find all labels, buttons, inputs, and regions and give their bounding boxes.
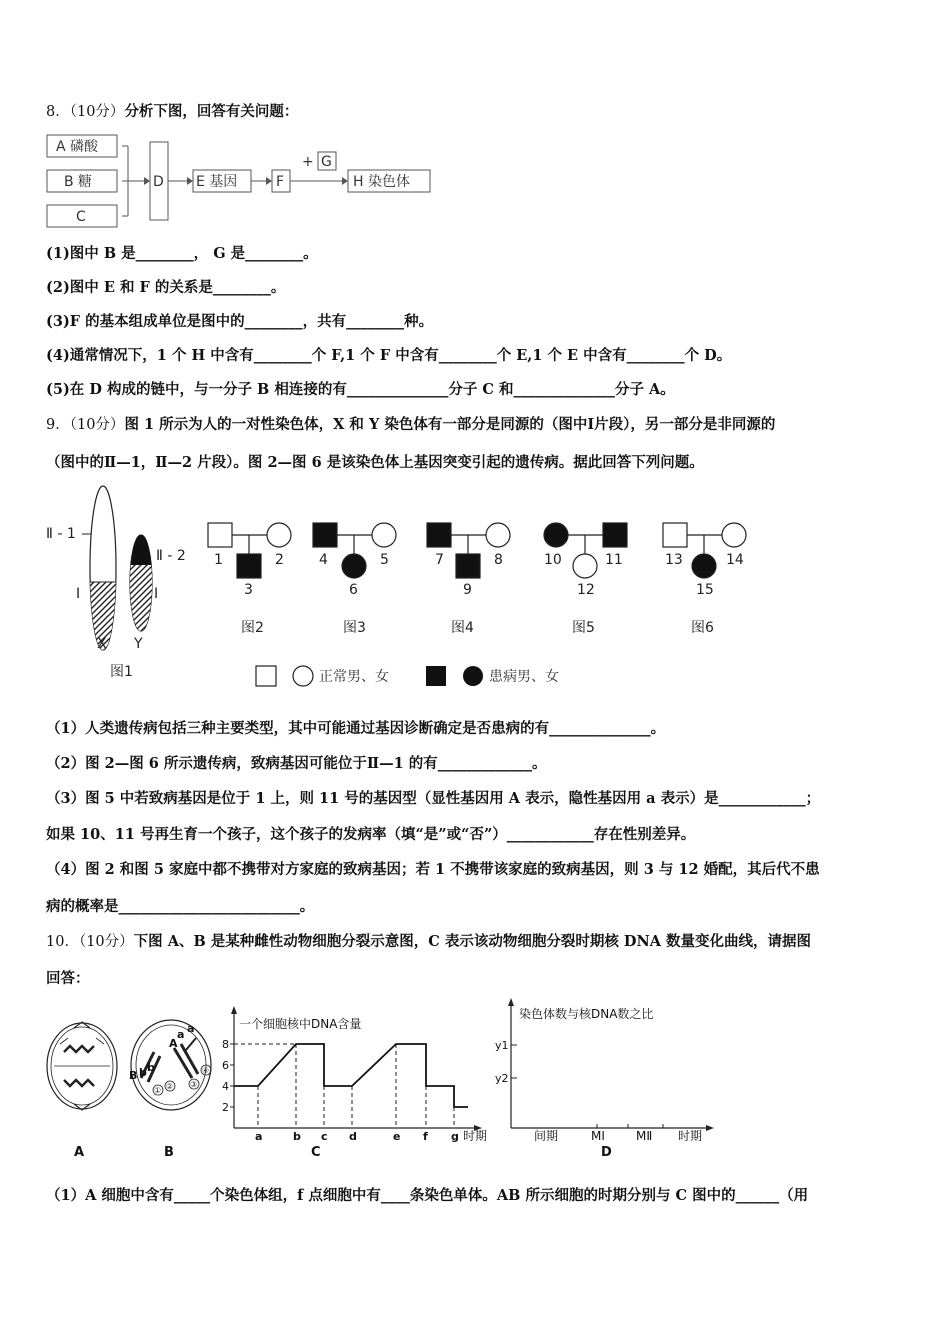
q8-title: 分析下图，回答有关问题： [124, 103, 299, 120]
num-6: 6 [349, 582, 358, 598]
num-12: 12 [577, 582, 595, 598]
cell-b [131, 1020, 211, 1110]
chart-c-xtick-g: g [451, 1130, 459, 1143]
num-11: 11 [605, 552, 623, 568]
num-4: 4 [319, 552, 328, 568]
label-x: X [97, 636, 107, 652]
chart-c-xtick-b: b [293, 1130, 301, 1143]
fig5-caption: 图5 [572, 620, 595, 636]
pedigree-fig5 [544, 523, 627, 578]
pedigree-fig4 [427, 523, 510, 578]
chart-d-tick-m2: MⅡ [636, 1129, 653, 1143]
fig2-caption: 图2 [241, 620, 264, 636]
box-a-label: A 磷酸 [56, 139, 99, 155]
box-c-label: C [76, 209, 86, 225]
q8-header: 8．（10分） [46, 104, 125, 120]
q9-intro-1: 图 1 所示为人的一对性染色体，X 和 Y 染色体有一部分是同源的（图中Ⅰ片段），另一部分是非同源的 [124, 416, 776, 433]
label-cell-a: A [74, 1145, 85, 1160]
label-i-left: Ⅰ [76, 586, 81, 602]
q9-sub-3: （3）图 5 中若致病基因是位于 1 上，则 11 号的基因型（显性基因用 A 表示，隐性基因用 a 表示）是____________； [46, 790, 821, 807]
chart-d [495, 998, 714, 1143]
num-15: 15 [696, 582, 714, 598]
chart-d-title: 染色体数与核DNA数之比 [519, 1007, 654, 1021]
chart-d-tick-interphase: 间期 [534, 1129, 559, 1143]
q9-sub-3-cont: 如果 10、11 号再生育一个孩子，这个孩子的发病率（填“是”或“否”）____________存在性别差异。 [46, 826, 696, 843]
label-y: Y [134, 636, 143, 652]
q10-sub-1: （1）A 细胞中含有_____个染色体组，f 点细胞中有____条染色单体。AB 所示细胞的时期分别与 C 图中的______（用 [46, 1187, 809, 1204]
box-e-label: E 基因 [196, 174, 238, 190]
box-g-label: G [321, 154, 332, 170]
q8-sub-1: (1)图中 B 是________， G 是________。 [46, 245, 318, 262]
q10-intro-2: 回答： [46, 970, 90, 987]
label-cell-b: B [164, 1145, 174, 1160]
chart-c-ytick-label: 2 [222, 1101, 229, 1114]
q10-header: 10．（10分） [46, 934, 134, 950]
q8-title-line [46, 103, 298, 121]
q9-intro-2: （图中的Ⅱ—1，Ⅱ—2 片段）。图 2—图 6 是该染色体上基因突变引起的遗传病。据此回答下列问题。 [46, 454, 704, 471]
cell-b-num-2: ② [166, 1082, 174, 1091]
cell-b-letter-a2: a [187, 1022, 195, 1035]
cell-b-letter-B: B [129, 1069, 138, 1082]
fig3-caption: 图3 [343, 620, 366, 636]
chart-d-tick-m1: MⅠ [591, 1129, 605, 1143]
q10-intro-line-1 [46, 933, 811, 951]
box-f-label: F [276, 174, 285, 190]
chart-c-xtick-a: a [255, 1130, 263, 1143]
box-b-label: B 糖 [64, 174, 93, 190]
fig1-caption: 图1 [110, 664, 133, 680]
chart-c-dna-line [234, 1044, 468, 1107]
q8-flow-diagram [46, 130, 436, 236]
chart-d-xlabel: 时期 [678, 1129, 703, 1143]
label-chart-c: C [311, 1145, 321, 1160]
q9-intro-line-1 [46, 416, 775, 434]
num-3: 3 [244, 582, 253, 598]
num-9: 9 [463, 582, 472, 598]
x-chromosome [86, 486, 120, 652]
cell-b-letter-a1: a [177, 1028, 185, 1041]
chart-c [222, 1006, 487, 1143]
y-chromosome [128, 534, 154, 633]
cell-a [47, 1022, 117, 1110]
pedigree-fig6 [663, 523, 746, 578]
label-i-right: Ⅰ [154, 586, 159, 602]
chart-c-xtick-c: c [321, 1130, 328, 1143]
pedigree-legend [256, 666, 559, 686]
num-8: 8 [494, 552, 503, 568]
num-1: 1 [214, 552, 223, 568]
q9-sub-2: （2）图 2—图 6 所示遗传病，致病基因可能位于Ⅱ—1 的有_____________。 [46, 755, 547, 772]
plus-sign: + [302, 154, 314, 170]
q9-sub-4-cont: 病的概率是_________________________。 [46, 898, 315, 915]
q8-sub-2: (2)图中 E 和 F 的关系是________。 [46, 279, 286, 296]
q10-figure [46, 998, 726, 1168]
chart-c-xlabel: 时期 [463, 1129, 488, 1143]
chart-c-ytick-label: 6 [222, 1059, 229, 1072]
num-7: 7 [435, 552, 444, 568]
chart-d-y2: y2 [495, 1072, 509, 1085]
q8-sub-3: (3)F 的基本组成单位是图中的________，共有________种。 [46, 313, 434, 330]
cell-b-num-4: ④ [202, 1066, 210, 1075]
chart-c-xtick-d: d [349, 1130, 357, 1143]
label-ii2: Ⅱ - 2 [156, 548, 186, 564]
q9-sub-1: （1）人类遗传病包括三种主要类型，其中可能通过基因诊断确定是否患病的有______________。 [46, 720, 666, 737]
cell-b-letter-b1: b [139, 1066, 147, 1079]
box-h-label: H 染色体 [353, 174, 410, 190]
cell-b-num-3: ③ [190, 1080, 198, 1089]
q9-sub-4: （4）图 2 和图 5 家庭中都不携带对方家庭的致病基因；若 1 不携带该家庭的致病基因，则 3 与 12 婚配，其后代不患 [46, 861, 820, 878]
chart-c-title: 一个细胞核中DNA含量 [239, 1017, 362, 1031]
fig4-caption: 图4 [451, 620, 474, 636]
q8-sub-4: (4)通常情况下，1 个 H 中含有________个 F,1 个 F 中含有________个 E,1 个 E 中含有________个 D。 [46, 347, 732, 364]
pedigree-fig2 [208, 523, 291, 578]
cell-b-letter-A: A [169, 1037, 178, 1050]
legend-affected: 患病男、女 [489, 669, 559, 685]
chart-c-xtick-e: e [393, 1130, 401, 1143]
num-14: 14 [726, 552, 744, 568]
q8-sub-5: (5)在 D 构成的链中，与一分子 B 相连接的有______________分子 C 和______________分子 A。 [46, 381, 675, 398]
cell-b-num-1: ① [154, 1086, 162, 1095]
fig6-caption: 图6 [691, 620, 714, 636]
chart-c-ytick-label: 8 [222, 1038, 229, 1051]
cell-b-letter-b2: b [147, 1061, 155, 1074]
num-13: 13 [665, 552, 683, 568]
num-5: 5 [380, 552, 389, 568]
chart-d-y1: y1 [495, 1039, 509, 1052]
q10-intro-1: 下图 A、B 是某种雌性动物细胞分裂示意图，C 表示该动物细胞分裂时期核 DNA 数量变化曲线，请据图 [133, 933, 812, 950]
pedigree-fig3 [313, 523, 396, 578]
chart-c-ytick-label: 4 [222, 1080, 229, 1093]
num-2: 2 [275, 552, 284, 568]
legend-normal: 正常男、女 [319, 669, 389, 685]
num-10: 10 [544, 552, 562, 568]
chart-c-xtick-f: f [423, 1130, 428, 1143]
label-ii1: Ⅱ - 1 [46, 526, 76, 542]
q9-header: 9．（10分） [46, 417, 125, 433]
box-d-label: D [153, 174, 164, 190]
q9-figure [46, 486, 746, 696]
label-chart-d: D [601, 1145, 612, 1160]
